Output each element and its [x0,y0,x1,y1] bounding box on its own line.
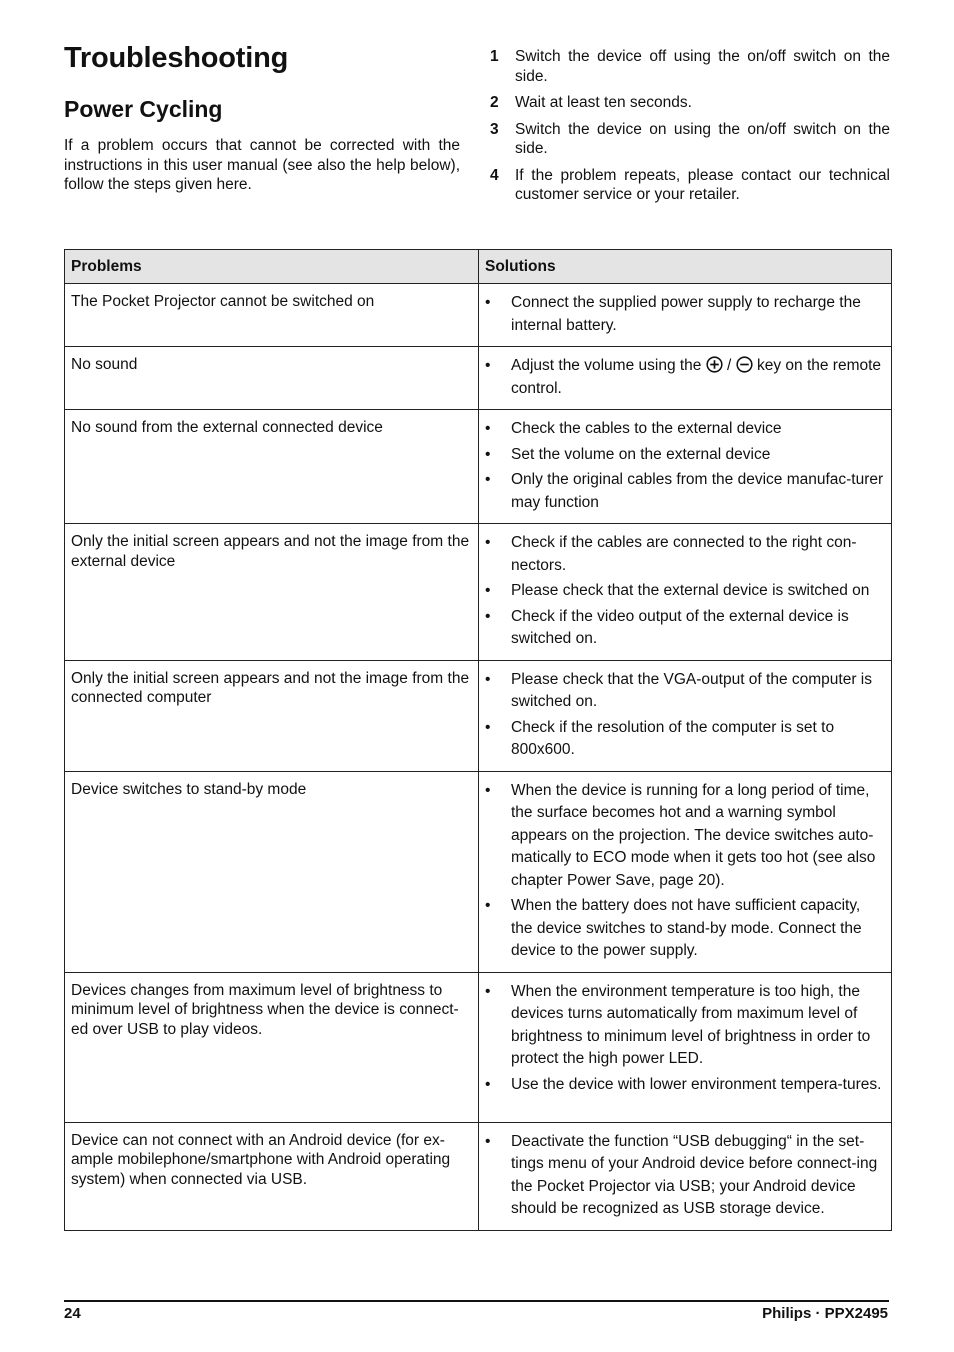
solution-item [485,895,885,963]
solution-cell [479,771,892,972]
problem-cell: Device switches to stand-by mode [65,771,479,972]
bullet-icon: • [485,420,491,437]
solution-text: When the environment temperature is too high, the devices turns automatically from maximum level of brightness to minimum level of brightness in order to protect the high power LED. [511,982,871,1067]
problem-cell: The Pocket Projector cannot be switched on [65,284,479,347]
table-header-row [65,250,892,284]
solution-list [485,532,885,651]
header-problems: Problems [65,250,479,284]
step-text: Switch the device off using the on/off switch on the side. [515,48,890,85]
table-row [65,771,892,972]
bullet-icon: • [485,445,491,463]
volume-text-after: key on the remote control. [511,357,882,397]
table-row [65,524,892,661]
solution-text: Check if the resolution of the computer is set to 800x600. [511,718,835,758]
solution-item [485,981,885,1071]
solution-text: Please check that the external device is switched on [511,582,870,599]
step-text: Switch the device on using the on/off switch on the side. [515,120,890,157]
solution-cell [479,660,892,771]
table-row [65,410,892,524]
solution-cell [479,1122,892,1230]
solution-list [485,292,885,337]
volume-text-before: Adjust the volume using the [511,357,702,374]
solution-list [485,981,885,1097]
footer-brand: Philips · PPX2495 [762,1305,888,1322]
solution-item [485,606,885,651]
solution-text: Deactivate the function “USB debugging“ in the set-tings menu of your Android device before connect-ing the Pocket Projector via USB; your Android device should be recognized as USB storage device. [511,1132,878,1217]
bullet-icon: • [485,607,491,625]
bullet-icon: • [485,1075,491,1093]
step-text: Wait at least ten seconds. [515,94,692,111]
solution-cell [479,410,892,524]
page-number: 24 [64,1305,81,1322]
bullet-icon: • [485,897,491,914]
table-row [65,972,892,1122]
step-number: 1 [490,48,499,65]
step-item [490,93,890,113]
solution-list [485,780,885,963]
step-number: 3 [490,120,499,138]
problem-cell: Only the initial screen appears and not the image from the connected computer [65,660,479,771]
troubleshooting-table [64,249,892,1231]
solution-item [485,355,885,400]
solution-item [485,469,885,514]
solution-list [485,355,885,400]
solution-item [485,580,885,603]
step-item [490,166,890,205]
problem-cell: No sound from the external connected device [65,410,479,524]
solution-text: When the device is running for a long period of time, the surface becomes hot and a warning symbol appears on the projection. The device switches auto-matically to ECO mode when it gets too hot (see also chapter Power Save, page 20). [511,781,876,889]
table-row [65,347,892,410]
bullet-icon: • [485,534,491,551]
volume-separator: / [727,357,732,374]
problem-cell: Devices changes from maximum level of brightness to minimum level of brightness when the device is connect-ed over USB to play videos. [65,972,479,1122]
problem-cell: No sound [65,347,479,410]
solution-item [485,532,885,577]
solution-text: When the battery does not have sufficient capacity, the device switches to stand-by mode. Connect the device to the power supply. [511,897,862,959]
solution-text: Check if the cables are connected to the right con-nectors. [511,534,857,574]
bullet-icon: • [485,670,491,688]
step-number: 2 [490,94,499,111]
bullet-icon: • [485,357,491,374]
solution-item [485,1131,885,1221]
solution-item [485,780,885,893]
plus-circle-icon [706,356,723,373]
bullet-icon: • [485,781,491,799]
table-row [65,1122,892,1230]
solution-item [485,418,885,441]
solution-item [485,717,885,762]
table-body [65,284,892,1231]
solution-item [485,292,885,337]
intro-paragraph: If a problem occurs that cannot be corrected with the instructions in this user manual (see also the help below), follow the steps given here. [64,137,460,193]
bullet-icon: • [485,1132,491,1150]
solution-list [485,669,885,762]
header-solutions: Solutions [479,250,892,284]
bullet-icon: • [485,982,491,1000]
solution-text: Please check that the VGA-output of the computer is switched on. [511,670,873,710]
page-title: Troubleshooting [64,42,289,74]
problem-cell: Only the initial screen appears and not the image from the external device [65,524,479,661]
solution-text [511,355,885,400]
solution-text: Set the volume on the external device [511,445,771,463]
solution-text: Only the original cables from the device manufac-turer may function [511,471,884,511]
solution-text: Check if the video output of the external device is switched on. [511,607,849,647]
solution-item [485,444,885,467]
solution-cell [479,284,892,347]
solution-item [485,1074,885,1097]
solution-text: Use the device with lower environment tempera-tures. [511,1075,882,1093]
table-row [65,660,892,771]
bullet-icon: • [485,294,491,311]
solution-cell [479,972,892,1122]
solution-text: Check the cables to the external device [511,420,782,437]
step-number: 4 [490,166,499,184]
step-item [490,47,890,86]
minus-circle-icon [736,356,753,373]
step-item [490,120,890,159]
section-title: Power Cycling [64,96,223,122]
power-cycling-steps [490,47,890,212]
solution-cell [479,347,892,410]
solution-text: Connect the supplied power supply to recharge the internal battery. [511,294,861,334]
footer-divider [64,1300,889,1302]
solution-item [485,669,885,714]
problem-cell: Device can not connect with an Android device (for ex-ample mobilephone/smartphone with Android operating system) when connected via USB. [65,1122,479,1230]
bullet-icon: • [485,718,491,736]
solution-list [485,418,885,514]
table-row [65,284,892,347]
bullet-icon: • [485,582,491,599]
solution-cell [479,524,892,661]
bullet-icon: • [485,471,491,488]
solution-list [485,1131,885,1221]
step-text: If the problem repeats, please contact our technical customer service or your retailer. [515,166,890,203]
